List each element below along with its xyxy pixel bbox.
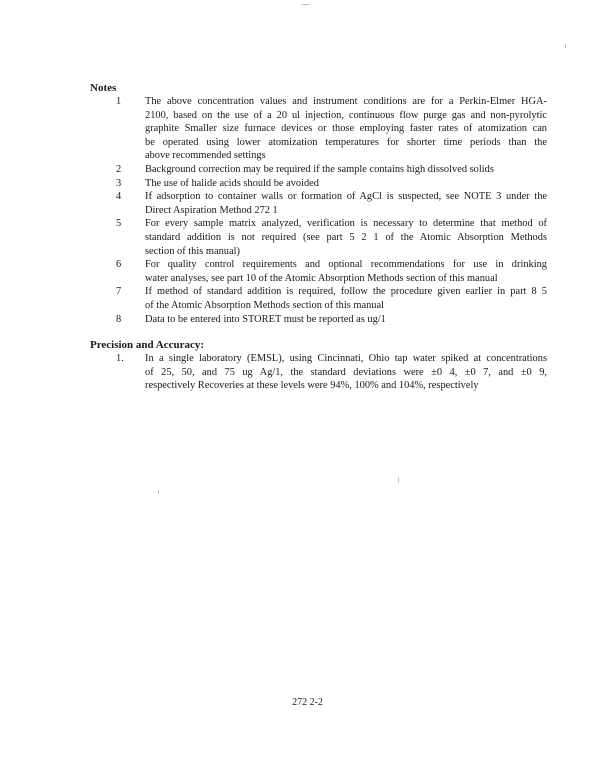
note-item <box>110 177 550 191</box>
item-text-line: graphite Smaller size furnace devices or those employing faster rates of atomization can <box>145 123 547 135</box>
item-number: 1. <box>116 353 124 364</box>
item-text-line: In a single laboratory (EMSL), using Cincinnati, Ohio tap water spiked at concentrations <box>145 353 547 364</box>
item-number: 6 <box>116 259 122 271</box>
note-item <box>110 285 550 312</box>
item-number: 7 <box>116 286 122 298</box>
item-text-line: For quality control requirements and optional recommendations for use in drinking <box>145 259 547 271</box>
precision-item <box>110 352 550 393</box>
scan-mark <box>302 4 310 5</box>
note-item <box>110 313 550 327</box>
item-number: 8 <box>116 313 122 325</box>
item-text-line: 2100, based on the use of a 20 ul injection, continuous flow purge gas and non-pyrolytic <box>145 109 547 121</box>
note-item <box>110 217 550 258</box>
item-text-line: Direct Aspiration Method 272 1 <box>145 204 278 216</box>
item-text-line: standard addition is not required (see part 5 2 1 of the Atomic Absorption Methods <box>145 231 547 243</box>
scan-mark <box>398 478 399 482</box>
item-text-line: of the Atomic Absorption Methods section of this manual <box>145 299 384 311</box>
item-number: 2 <box>116 164 122 175</box>
item-text-line: For every sample matrix analyzed, verification is necessary to determine that method of <box>145 218 547 230</box>
item-number: 5 <box>116 218 122 230</box>
item-text-line: of 25, 50, and 75 ug Ag/1, the standard deviations were ±0 4, ±0 7, and ±0 9, <box>145 366 547 378</box>
note-item <box>110 190 550 217</box>
item-text-line: Background correction may be required if the sample contains high dissolved solids <box>145 164 494 175</box>
item-text-line: respectively Recoveries at these levels were 94%, 100% and 104%, respectively <box>145 380 479 392</box>
item-number: 1 <box>116 96 122 107</box>
notes-heading: Notes <box>90 82 117 94</box>
item-text-line: If adsorption to container walls or formation of AgCl is suspected, see NOTE 3 under the <box>145 191 547 203</box>
item-text-line: above recommended settings <box>145 150 266 162</box>
note-item <box>110 163 550 177</box>
item-text-line: The use of halide acids should be avoided <box>145 177 319 189</box>
note-item <box>110 258 550 285</box>
item-text-line: Data to be entered into STORET must be reported as ug/1 <box>145 313 386 325</box>
item-text-line: water analyses, see part 10 of the Atomic Absorption Methods section of this manual <box>145 272 498 284</box>
precision-heading: Precision and Accuracy: <box>90 339 205 351</box>
scan-mark <box>565 44 566 48</box>
page-number: 272 2-2 <box>292 697 323 708</box>
item-text-line: section of this manual) <box>145 245 240 257</box>
item-text-line: be operated using lower atomization temperatures for shorter time periods than the <box>145 136 547 148</box>
note-item <box>110 95 550 163</box>
scan-mark <box>158 490 159 494</box>
item-text-line: The above concentration values and instrument conditions are for a Perkin-Elmer HGA- <box>145 96 547 107</box>
item-number: 4 <box>116 191 122 203</box>
item-text-line: If method of standard addition is required, follow the procedure given earlier in part 8 5 <box>145 286 547 298</box>
item-number: 3 <box>116 177 122 189</box>
